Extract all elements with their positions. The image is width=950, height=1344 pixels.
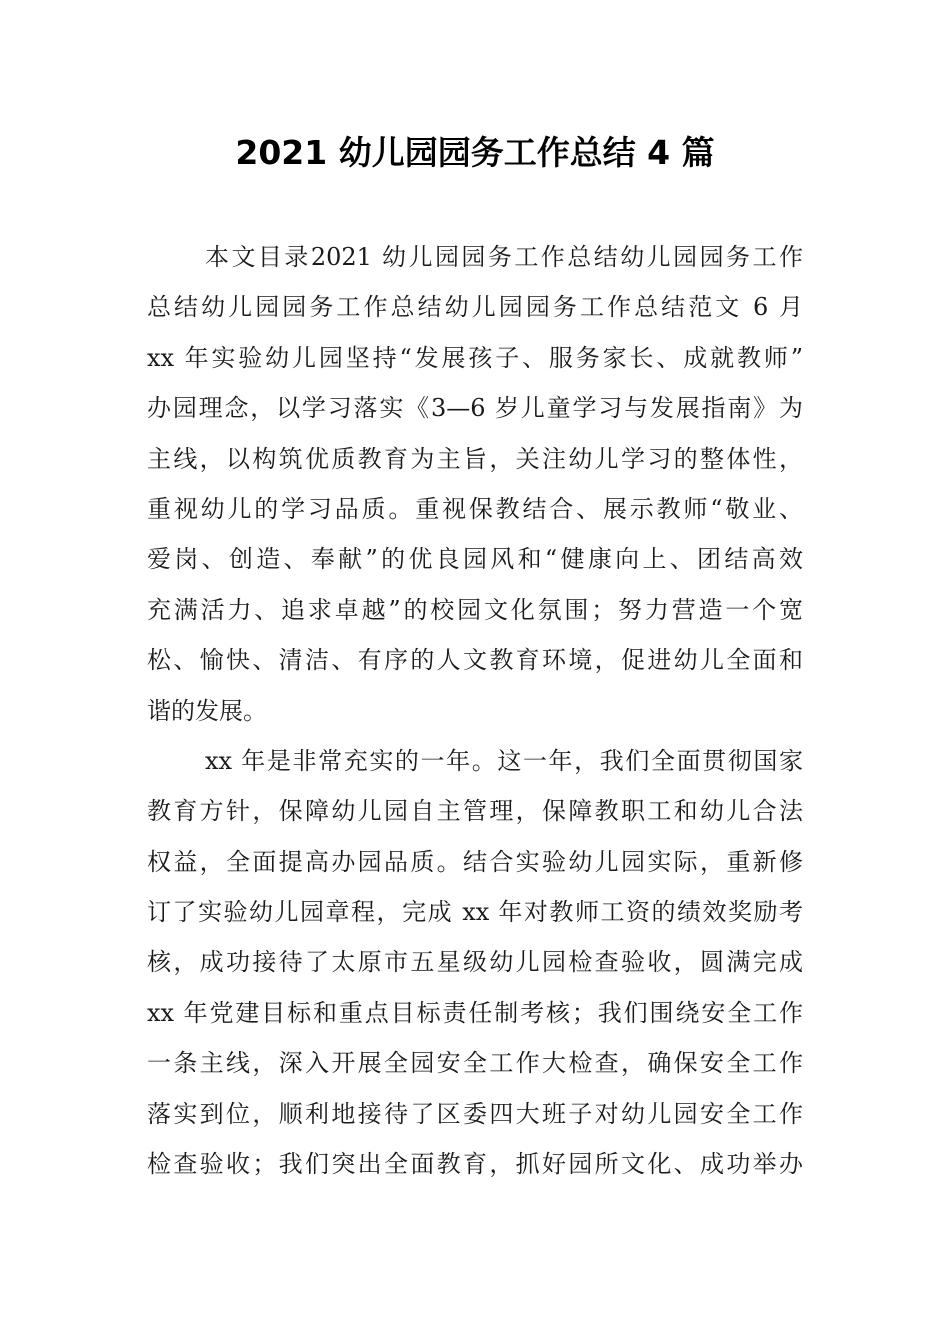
paragraph-1-line-1: 本文目录2021 幼儿园园务工作总结幼儿园园务工作 <box>205 243 803 271</box>
document-body <box>147 232 803 1189</box>
paragraph-1-line-5: 主线，以构筑优质教育为主旨，关注幼儿学习的整体性， <box>147 444 803 473</box>
paragraph-2 <box>147 736 803 1190</box>
paragraph-1-line-2: 总结幼儿园园务工作总结幼儿园园务工作总结范文 6 月 <box>147 293 803 322</box>
paragraph-1-line-9: 松、愉快、清洁、有序的人文教育环境，促进幼儿全面和 <box>147 646 803 675</box>
paragraph-1-line-7: 爱岗、创造、奉献”的优良园风和“健康向上、团结高效 <box>147 545 803 574</box>
document-title: 2021 幼儿园园务工作总结 4 篇 <box>235 133 715 172</box>
paragraph-2-line-5: 核，成功接待了太原市五星级幼儿园检查验收，圆满完成 <box>147 948 803 977</box>
paragraph-1-line-6: 重视幼儿的学习品质。重视保教结合、展示教师“敬业、 <box>147 494 803 523</box>
paragraph-1-line-10: 谐的发展。 <box>147 696 267 725</box>
paragraph-2-line-2: 教育方针，保障幼儿园自主管理，保障教职工和幼儿合法 <box>147 797 803 826</box>
paragraph-1-line-8: 充满活力、追求卓越”的校园文化氛围；努力营造一个宽 <box>147 595 803 624</box>
paragraph-1-line-3: xx 年实验幼儿园坚持“发展孩子、服务家长、成就教师” <box>147 343 803 372</box>
paragraph-2-line-4: 订了实验幼儿园章程，完成 xx 年对教师工资的绩效奖励考 <box>147 898 803 927</box>
paragraph-2-line-9: 检查验收；我们突出全面教育，抓好园所文化、成功举办 <box>147 1150 803 1179</box>
paragraph-2-line-8: 落实到位，顺利地接待了区委四大班子对幼儿园安全工作 <box>147 1099 803 1128</box>
paragraph-1-line-4: 办园理念，以学习落实《3—6 岁儿童学习与发展指南》为 <box>147 394 803 423</box>
paragraph-2-line-7: 一条主线，深入开展全园安全工作大检查，确保安全工作 <box>147 1049 803 1078</box>
paragraph-2-line-3: 权益，全面提高办园品质。结合实验幼儿园实际，重新修 <box>147 847 803 876</box>
paragraph-2-line-6: xx 年党建目标和重点目标责任制考核；我们围绕安全工作 <box>147 998 803 1027</box>
paragraph-2-line-1: xx 年是非常充实的一年。这一年，我们全面贯彻国家 <box>205 746 803 775</box>
paragraph-1 <box>147 232 803 736</box>
